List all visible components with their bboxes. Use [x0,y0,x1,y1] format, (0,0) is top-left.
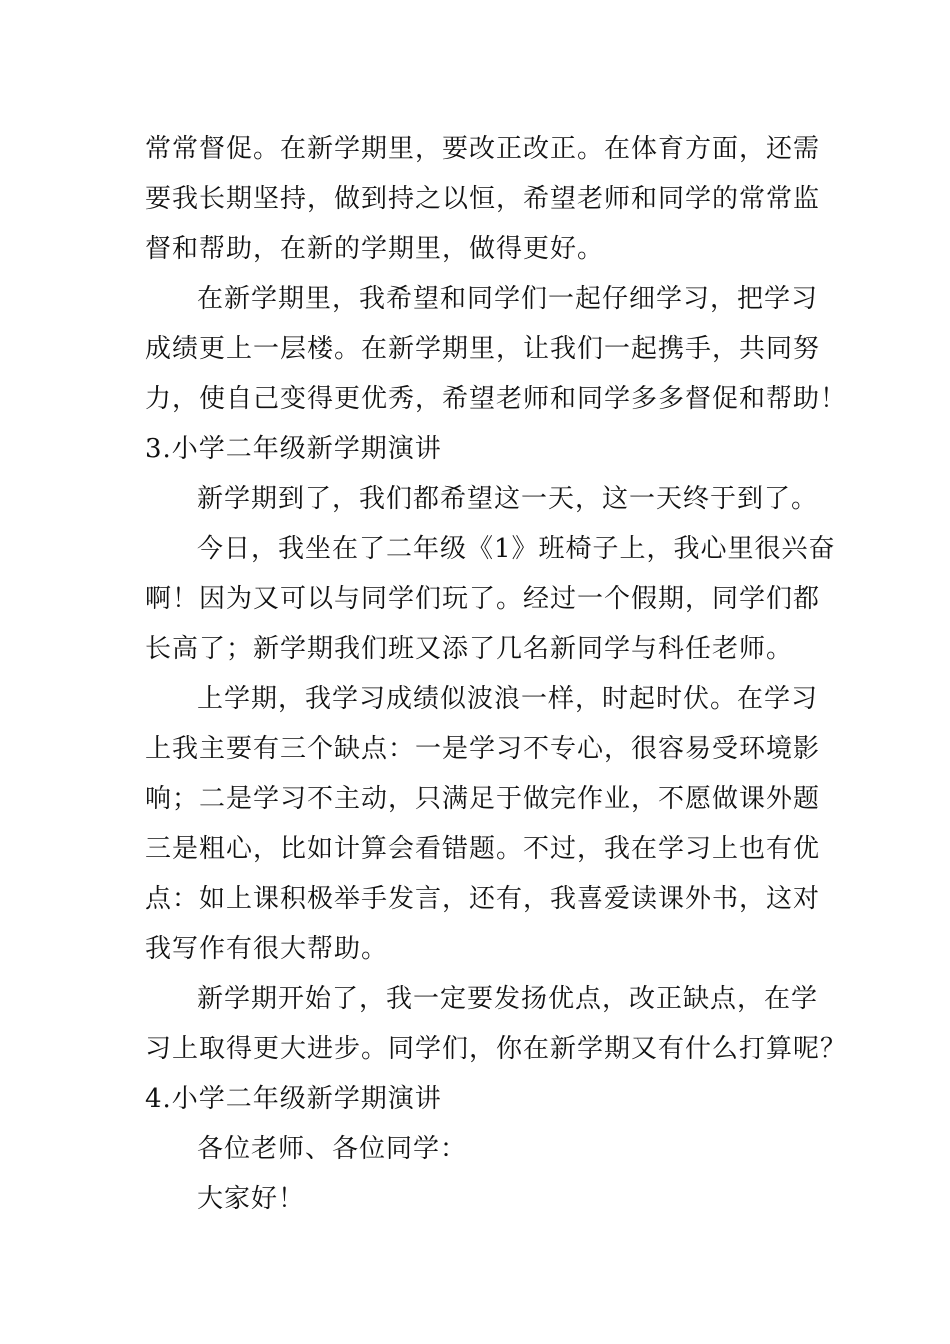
paragraph-start-line: 上学期，我学习成绩似波浪一样，时起时伏。在学习 [197,684,819,714]
text-line: 成绩更上一层楼。在新学期里，让我们一起携手，共同努 [145,334,821,364]
text-line: 长高了；新学期我们班又添了几名新同学与科任老师。 [145,634,794,664]
section-heading: 3.小学二年级新学期演讲 [145,434,442,464]
text-line: 上我主要有三个缺点：一是学习不专心，很容易受环境影 [145,734,821,764]
text-line: 力，使自己变得更优秀，希望老师和同学多多督促和帮助！ [145,384,848,414]
section-heading: 4.小学二年级新学期演讲 [145,1084,442,1114]
text-line: 啊！因为又可以与同学们玩了。经过一个假期，同学们都 [145,584,821,614]
salutation-line: 各位老师、各位同学： [197,1134,468,1164]
text-line: 督和帮助，在新的学期里，做得更好。 [145,234,605,264]
text-line: 习上取得更大进步。同学们，你在新学期又有什么打算呢？ [145,1034,848,1064]
text-line: 响；二是学习不主动，只满足于做完作业，不愿做课外题 [145,784,821,814]
paragraph-start-line: 今日，我坐在了二年级《1》班椅子上，我心里很兴奋 [197,534,836,564]
text-line: 三是粗心，比如计算会看错题。不过，我在学习上也有优 [145,834,821,864]
text-line: 我写作有很大帮助。 [145,934,389,964]
paragraph-start-line: 新学期开始了，我一定要发扬优点，改正缺点，在学 [197,984,819,1014]
paragraph-start-line: 在新学期里，我希望和同学们一起仔细学习，把学习 [197,284,819,314]
text-line: 点：如上课积极举手发言，还有，我喜爱读课外书，这对 [145,884,821,914]
paragraph-start-line: 新学期到了，我们都希望这一天，这一天终于到了。 [197,484,819,514]
greeting-line: 大家好！ [197,1184,306,1214]
text-line: 常常督促。在新学期里，要改正改正。在体育方面，还需 [145,134,821,164]
text-line: 要我长期坚持，做到持之以恒，希望老师和同学的常常监 [145,184,821,214]
